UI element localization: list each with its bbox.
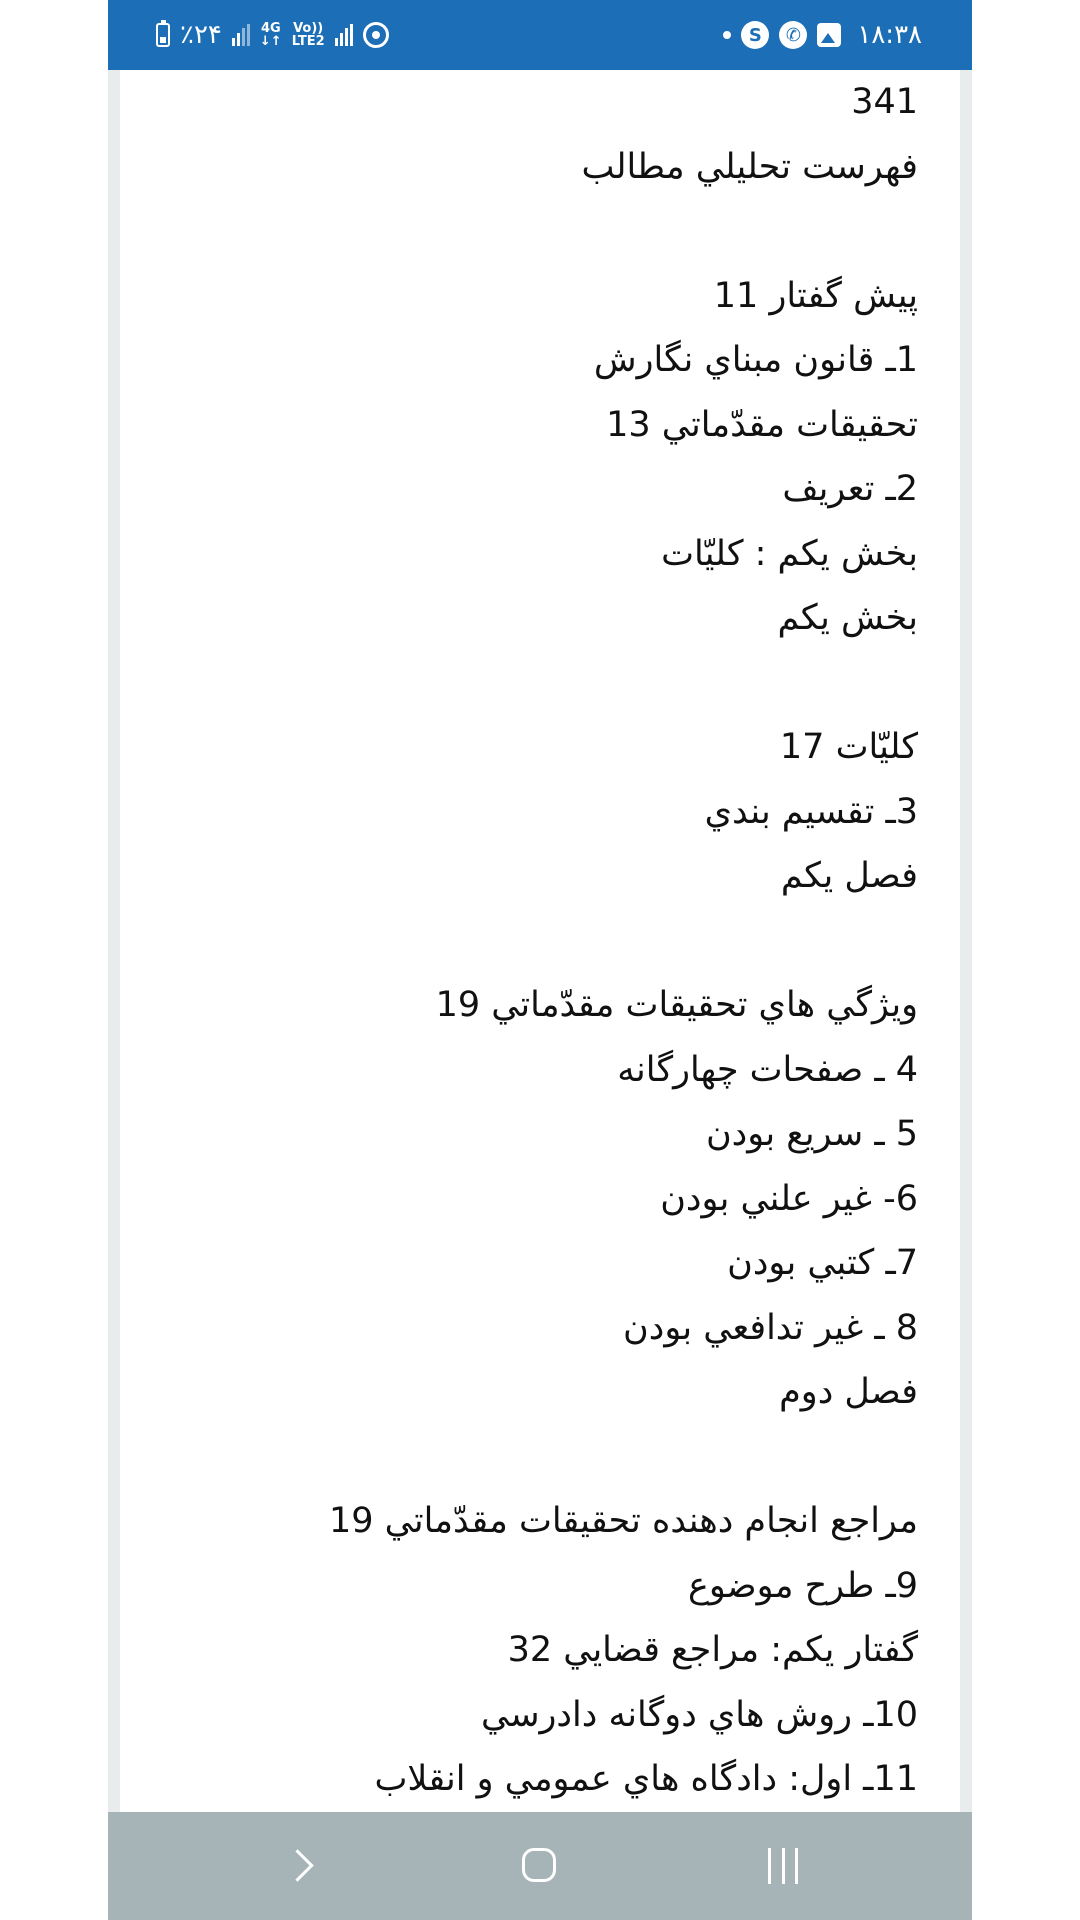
document-content[interactable] (120, 70, 960, 1812)
blank-line (158, 199, 918, 264)
blank-line (158, 651, 918, 716)
text-line: بخش يكم (777, 598, 918, 638)
text-line: فهرست تحليلي مطالب (581, 146, 918, 187)
status-time: ۱۸:۳۸ (857, 20, 922, 50)
text-line: 8 ـ غير تدافعي بودن (623, 1307, 918, 1348)
home-icon (522, 1848, 556, 1882)
text-line: 9ـ طرح موضوع (687, 1565, 918, 1606)
network-type-label (260, 22, 282, 48)
gallery-icon (817, 23, 841, 47)
text-line: 4 ـ صفحات چهارگانه (617, 1049, 918, 1090)
battery-percent: ٪۲۴ (180, 20, 222, 50)
text-line: 5 ـ سريع بودن (705, 1114, 918, 1154)
volte-label (292, 22, 325, 48)
recent-apps-button[interactable] (752, 1842, 812, 1892)
text-line: فصل يكم (780, 856, 918, 896)
blank-line (158, 909, 918, 974)
text-line: كليّات 17 (779, 727, 918, 767)
text-line: فصل دوم (779, 1372, 918, 1412)
text-line: 341 (851, 82, 918, 122)
signal-strength-icon-2 (335, 24, 353, 46)
whatsapp-icon: ✆ (779, 21, 807, 49)
volte-label-top: Vo)) (293, 21, 324, 36)
network-label-arrows: ↓↑ (259, 34, 282, 49)
text-line: 10ـ روش هاي دوگانه دادرسي (481, 1694, 918, 1735)
notification-dot-icon (723, 31, 731, 39)
status-right-group (723, 0, 922, 70)
status-bar (108, 0, 972, 70)
text-line: 2ـ تعريف (782, 469, 918, 509)
text-line: مراجع انجام دهنده تحقيقات مقدّماتي 19 (329, 1501, 918, 1541)
signal-strength-icon (232, 24, 250, 46)
text-line: 1ـ قانون مبناي نگارش (593, 340, 918, 380)
chevron-right-icon (281, 1849, 314, 1882)
document-text (158, 70, 918, 1812)
text-line: تحقيقات مقدّماتي 13 (606, 404, 918, 445)
hotspot-icon (363, 22, 389, 48)
status-left-group (156, 0, 389, 70)
text-line: پيش گفتار 11 (713, 275, 918, 316)
text-line: 6- غير علني بودن (660, 1178, 918, 1219)
home-button[interactable] (510, 1842, 570, 1892)
text-line: 7ـ كتبي بودن (727, 1243, 918, 1283)
text-line: 3ـ تقسيم بندي (704, 791, 918, 832)
text-line: 11ـ اول: دادگاه هاي عمومي و انقلاب (374, 1759, 918, 1799)
right-margin (972, 0, 1080, 1920)
blank-line (158, 1425, 918, 1490)
recent-apps-icon (768, 1848, 798, 1884)
back-button[interactable] (268, 1842, 328, 1892)
battery-icon (156, 23, 170, 47)
text-line: بخش يكم : كليّات (661, 533, 918, 574)
text-line: ويژگي هاي تحقيقات مقدّماتي 19 (435, 985, 918, 1025)
navigation-bar (108, 1812, 972, 1920)
phone-frame (108, 0, 972, 1920)
volte-label-bottom: LTE2 (291, 34, 325, 49)
network-label-top: 4G (260, 21, 281, 36)
left-margin (0, 0, 108, 1920)
text-line: گفتار يكم: مراجع قضايي 32 (507, 1630, 918, 1670)
app-notification-icon: S (741, 21, 769, 49)
